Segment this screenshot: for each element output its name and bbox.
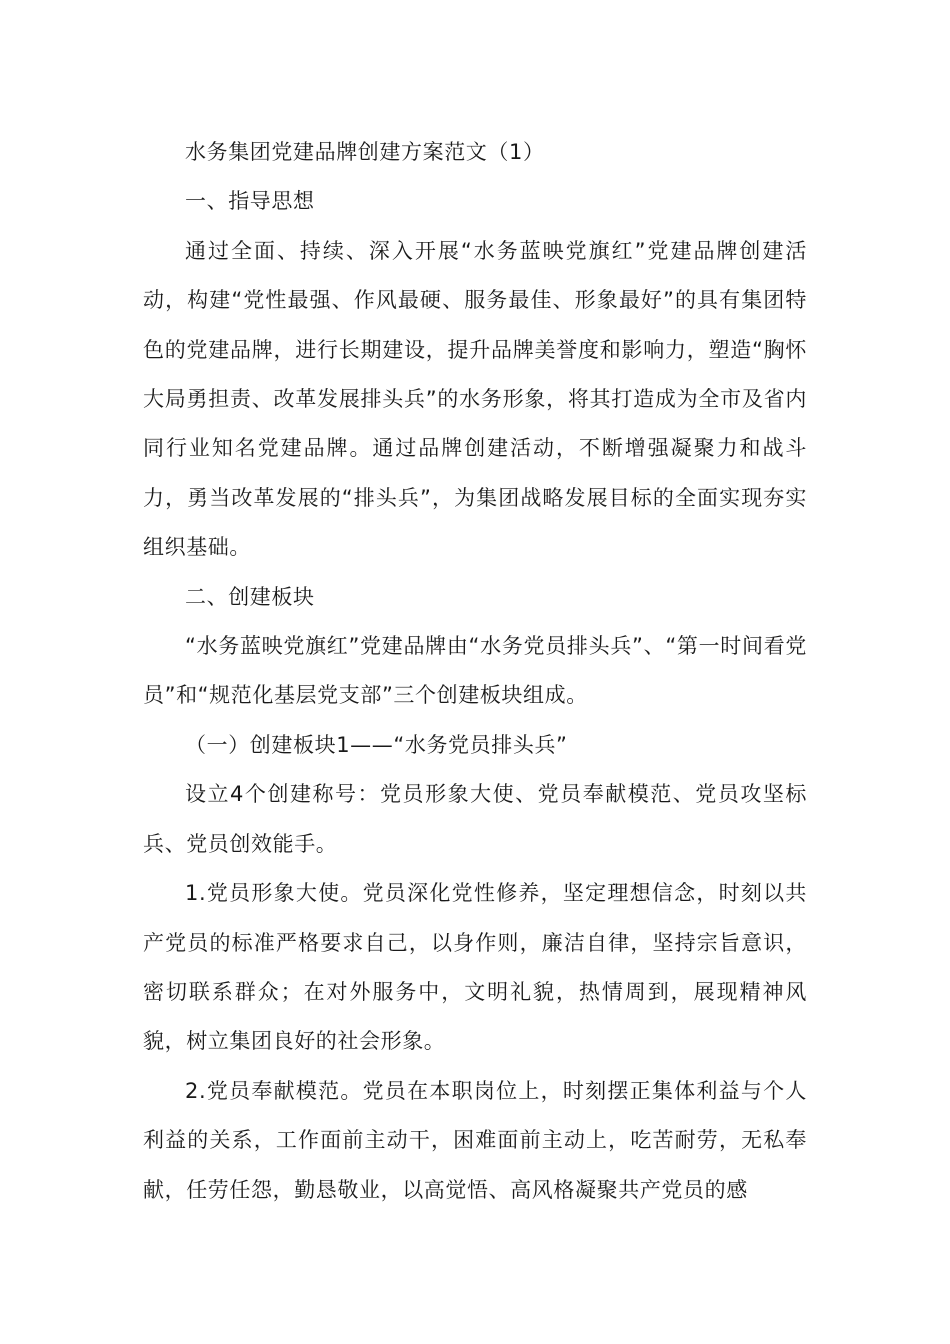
paragraph-image-ambassador: 1.党员形象大使。党员深化党性修养，坚定理想信念，时刻以共产党员的标准严格要求自己，以身作则，廉洁自律，坚持宗旨意识，密切联系群众；在对外服务中，文明礼貌，热情周到，展现精神风貌，树立集团良好的社会形象。 [143, 881, 807, 1054]
section-heading-guiding-ideology: 一、指导思想 [185, 189, 315, 214]
paragraph-guiding-ideology: 通过全面、持续、深入开展“水务蓝映党旗红”党建品牌创建活动，构建“党性最强、作风最硬、服务最佳、形象最好”的具有集团特色的党建品牌，进行长期建设，提升品牌美誉度和影响力，塑造“胸怀大局勇担责、改革发展排头兵”的水务形象，将其打造成为全市及省内同行业知名党建品牌。通过品牌创建活动，不断增强凝聚力和战斗力，勇当改革发展的“排头兵”，为集团战略发展目标的全面实现夯实组织基础。 [143, 238, 807, 560]
paragraph-block-1-titles: 设立4个创建称号：党员形象大使、党员奉献模范、党员攻坚标兵、党员创效能手。 [143, 782, 807, 856]
document-title: 水务集团党建品牌创建方案范文（1） [185, 140, 545, 164]
subsection-heading-block-1: （一）创建板块1——“水务党员排头兵” [185, 732, 568, 757]
section-heading-creation-blocks: 二、创建板块 [185, 584, 315, 609]
paragraph-dedication-model: 2.党员奉献模范。党员在本职岗位上，时刻摆正集体利益与个人利益的关系，工作面前主动干，困难面前主动上，吃苦耐劳，无私奉献，任劳任怨，勤恳敬业，以高觉悟、高风格凝聚共产党员的感 [143, 1078, 807, 1202]
document-body [143, 128, 807, 1215]
paragraph-creation-blocks: “水务蓝映党旗红”党建品牌由“水务党员排头兵”、“第一时间看党员”和“规范化基层党支部”三个创建板块组成。 [143, 634, 807, 708]
